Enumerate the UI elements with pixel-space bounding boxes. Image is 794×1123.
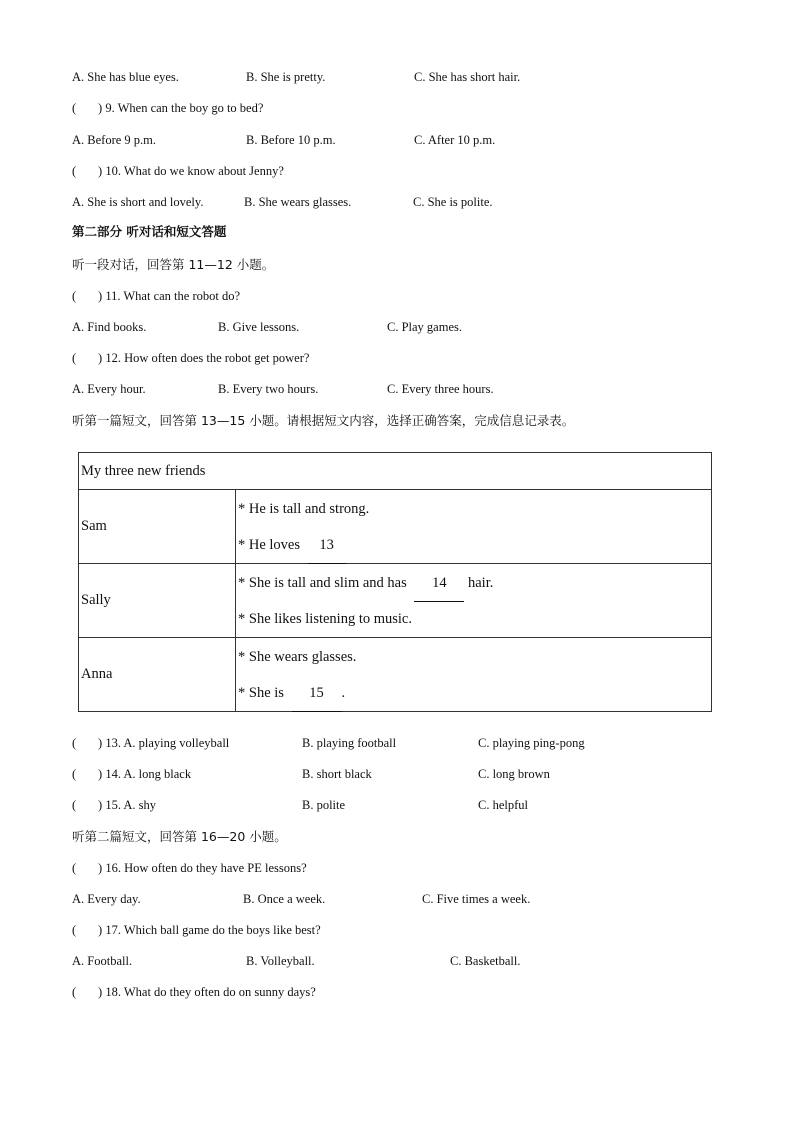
question-text: 12. How often does the robot get power? (105, 351, 310, 365)
info-text: * She is (238, 684, 288, 701)
info-line (238, 565, 711, 601)
question-13 (72, 735, 229, 751)
friend-name-sam: Sam (79, 490, 236, 564)
q8-option-c: C. She has short hair. (414, 70, 521, 84)
question-15 (72, 797, 156, 813)
info-text: * He loves (238, 536, 304, 553)
q10-option-b: B. She wears glasses. (244, 195, 352, 209)
blank-13: 13 (308, 527, 346, 564)
answer-paren: ( ) (72, 736, 103, 750)
info-line (238, 675, 711, 711)
info-text: hair. (464, 574, 494, 591)
info-text: * She is tall and slim and has (238, 574, 411, 591)
q16-option-a: A. Every day. (72, 892, 141, 906)
friend-info-sally (236, 564, 712, 638)
answer-paren: ( ) (72, 861, 103, 875)
question-text: 16. How often do they have PE lessons? (105, 861, 307, 875)
q9-option-c: C. After 10 p.m. (414, 133, 496, 147)
q12-option-c: C. Every three hours. (387, 382, 494, 396)
part2-heading: 第二部分 听对话和短文答题 (72, 224, 227, 239)
question-text: 14. A. long black (105, 767, 192, 781)
q12-option-a: A. Every hour. (72, 382, 146, 396)
q13-option-b: B. playing football (302, 736, 397, 750)
question-text: 10. What do we know about Jenny? (105, 164, 284, 178)
q8-option-a: A. She has blue eyes. (72, 70, 179, 84)
q8-option-b: B. She is pretty. (246, 70, 326, 84)
answer-paren: ( ) (72, 923, 103, 937)
answer-paren: ( ) (72, 351, 103, 365)
q12-option-b: B. Every two hours. (218, 382, 319, 396)
answer-paren: ( ) (72, 164, 103, 178)
answer-paren: ( ) (72, 101, 103, 115)
passage2-intro: 听第二篇短文，回答第 16—20 小题。 (72, 829, 287, 844)
passage1-intro: 听第一篇短文，回答第 13—15 小题。请根据短文内容，选择正确答案，完成信息记录表。 (72, 413, 575, 428)
friend-info-sam (236, 490, 712, 564)
answer-paren: ( ) (72, 985, 103, 999)
q14-option-b: B. short black (302, 767, 372, 781)
blank-14: 14 (414, 565, 464, 602)
q9-option-b: B. Before 10 p.m. (246, 133, 336, 147)
q17-option-b: B. Volleyball. (246, 954, 315, 968)
q11-option-c: C. Play games. (387, 320, 462, 334)
blank-15: 15 (292, 675, 342, 712)
q16-option-b: B. Once a week. (243, 892, 326, 906)
question-12 (72, 350, 309, 366)
info-line (238, 527, 711, 563)
question-text: 17. Which ball game do the boys like best? (105, 923, 321, 937)
question-10 (72, 163, 284, 179)
q17-option-a: A. Football. (72, 954, 133, 968)
q10-option-c: C. She is polite. (413, 195, 493, 209)
question-17 (72, 922, 321, 938)
question-text: 15. A. shy (105, 798, 157, 812)
question-text: 13. A. playing volleyball (105, 736, 230, 750)
info-line: * She likes listening to music. (238, 610, 412, 627)
question-18 (72, 984, 316, 1000)
answer-paren: ( ) (72, 798, 103, 812)
info-text: . (341, 684, 346, 701)
table-title: My three new friends (79, 453, 712, 490)
question-text: 18. What do they often do on sunny days? (105, 985, 316, 999)
info-line: * She wears glasses. (238, 648, 357, 665)
info-line: * He is tall and strong. (238, 500, 370, 517)
q10-option-a: A. She is short and lovely. (72, 195, 204, 209)
q16-option-c: C. Five times a week. (422, 892, 531, 906)
friend-name-anna: Anna (79, 638, 236, 712)
info-record-table (78, 452, 712, 712)
q15-option-b: B. polite (302, 798, 346, 812)
q11-option-b: B. Give lessons. (218, 320, 300, 334)
question-text: 9. When can the boy go to bed? (105, 101, 264, 115)
dialog-intro: 听一段对话，回答第 11—12 小题。 (72, 257, 275, 272)
q9-option-a: A. Before 9 p.m. (72, 133, 157, 147)
answer-paren: ( ) (72, 767, 103, 781)
q11-option-a: A. Find books. (72, 320, 147, 334)
q14-option-c: C. long brown (478, 767, 550, 781)
question-9 (72, 100, 263, 116)
friend-name-sally: Sally (79, 564, 236, 638)
q13-option-c: C. playing ping-pong (478, 736, 585, 750)
answer-paren: ( ) (72, 289, 103, 303)
q17-option-c: C. Basketball. (450, 954, 521, 968)
question-16 (72, 860, 307, 876)
question-text: 11. What can the robot do? (105, 289, 241, 303)
friend-info-anna (236, 638, 712, 712)
question-11 (72, 288, 240, 304)
q15-option-c: C. helpful (478, 798, 528, 812)
question-14 (72, 766, 191, 782)
